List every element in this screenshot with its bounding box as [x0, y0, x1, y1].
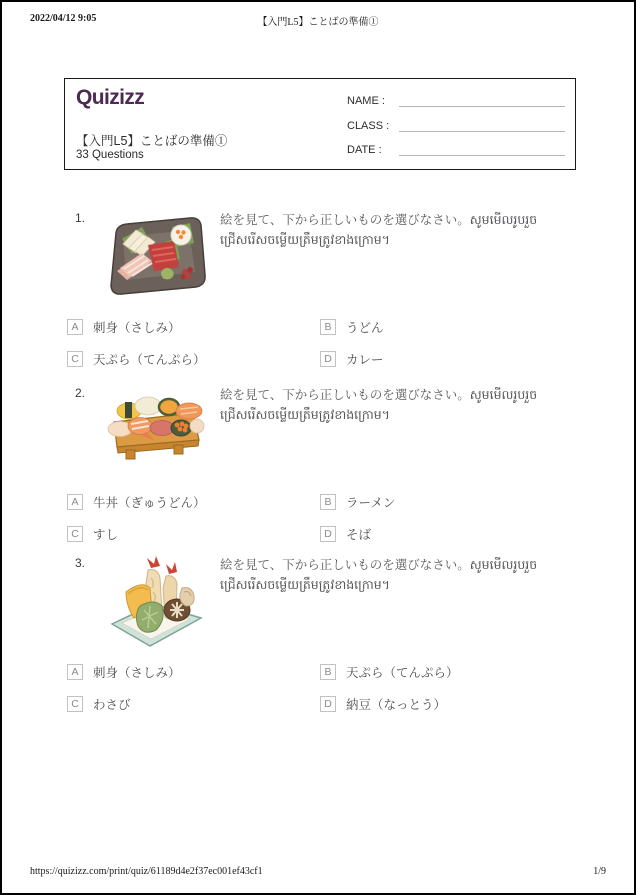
option-text: 刺身（さしみ） [93, 666, 181, 680]
option-text: 天ぷら（てんぷら） [346, 666, 459, 680]
option-d [320, 695, 572, 713]
option-text: 刺身（さしみ） [93, 321, 181, 335]
date-write-line [399, 142, 565, 156]
option-letter-box: D [320, 696, 336, 712]
answer-options [67, 493, 572, 543]
question-text-ja: 絵を見て、下から正しいものを選びなさい。 [220, 388, 470, 402]
student-fields [347, 90, 565, 164]
answer-options [67, 318, 572, 368]
print-url: https://quizizz.com/print/quiz/61189d4e2f37ec001ef43cf1 [30, 866, 263, 877]
name-field-row [347, 90, 565, 107]
option-letter-box: A [67, 319, 83, 335]
option-letter-box: A [67, 494, 83, 510]
question-number: 2. [75, 386, 86, 400]
question-text-ja: 絵を見て、下から正しいものを選びなさい。 [220, 558, 470, 572]
question-text-km: សូមមើលរូបរួចជ្រើសរើសចម្លើយត្រឹមត្រូវខាងក្រោម។ [220, 558, 538, 592]
question-count: 33 Questions [76, 149, 144, 161]
name-write-line [399, 93, 565, 107]
option-a [67, 493, 320, 511]
question-3 [67, 554, 572, 712]
option-text: カレー [346, 353, 384, 367]
option-text: ラーメン [346, 496, 396, 510]
option-text: そば [346, 528, 372, 542]
name-label: NAME : [347, 95, 385, 107]
option-letter-box: C [67, 696, 83, 712]
option-text: うどん [346, 321, 384, 335]
question-number: 1. [75, 211, 86, 225]
option-d [320, 350, 572, 368]
tempura-plate-image [102, 554, 209, 652]
option-a [67, 318, 320, 336]
option-d [320, 525, 572, 543]
answer-options [67, 663, 572, 713]
option-text: 牛丼（ぎゅうどん） [93, 496, 206, 510]
question-text [220, 384, 572, 425]
option-text: 納豆（なっとう） [346, 698, 447, 712]
date-label: DATE : [347, 144, 382, 156]
option-letter-box: D [320, 526, 336, 542]
option-c [67, 695, 320, 713]
class-label: CLASS : [347, 119, 390, 132]
question-number: 3. [75, 556, 86, 570]
option-c [67, 350, 320, 368]
option-text: すし [93, 528, 119, 542]
option-b [320, 318, 572, 336]
question-text [220, 554, 572, 595]
question-text-ja: 絵を見て、下から正しいものを選びなさい。 [220, 213, 470, 227]
option-b [320, 493, 572, 511]
print-datetime: 2022/04/12 9:05 [30, 13, 97, 24]
option-letter-box: A [67, 664, 83, 680]
question-text [220, 209, 572, 250]
question-text-km: សូមមើលរូបរួចជ្រើសរើសចម្លើយត្រឹមត្រូវខាងក្រោម។ [220, 388, 538, 422]
date-field-row [347, 139, 565, 156]
option-text: 天ぷら（てんぷら） [93, 353, 206, 367]
option-letter-box: C [67, 351, 83, 367]
option-letter-box: B [320, 664, 336, 680]
page-number: 1/9 [593, 866, 606, 877]
sushi-board-image [102, 384, 209, 466]
quizizz-logo: Quizizz [76, 86, 145, 109]
quiz-header-box [64, 78, 576, 170]
option-letter-box: C [67, 526, 83, 542]
option-letter-box: B [320, 494, 336, 510]
question-1 [67, 209, 572, 367]
option-c [67, 525, 320, 543]
class-field-row [347, 115, 565, 132]
sashimi-plate-image [102, 209, 209, 302]
class-write-line [399, 118, 565, 132]
option-a [67, 663, 320, 681]
question-2 [67, 384, 572, 542]
option-b [320, 663, 572, 681]
print-doc-title: 【入門L5】ことばの準備① [257, 17, 379, 28]
question-text-km: សូមមើលរូបរួចជ្រើសរើសចម្លើយត្រឹមត្រូវខាងក្រោម។ [220, 213, 538, 247]
option-letter-box: D [320, 351, 336, 367]
quiz-title: 【入門L5】ことばの準備① [76, 134, 228, 148]
option-text: わさび [93, 698, 131, 712]
option-letter-box: B [320, 319, 336, 335]
